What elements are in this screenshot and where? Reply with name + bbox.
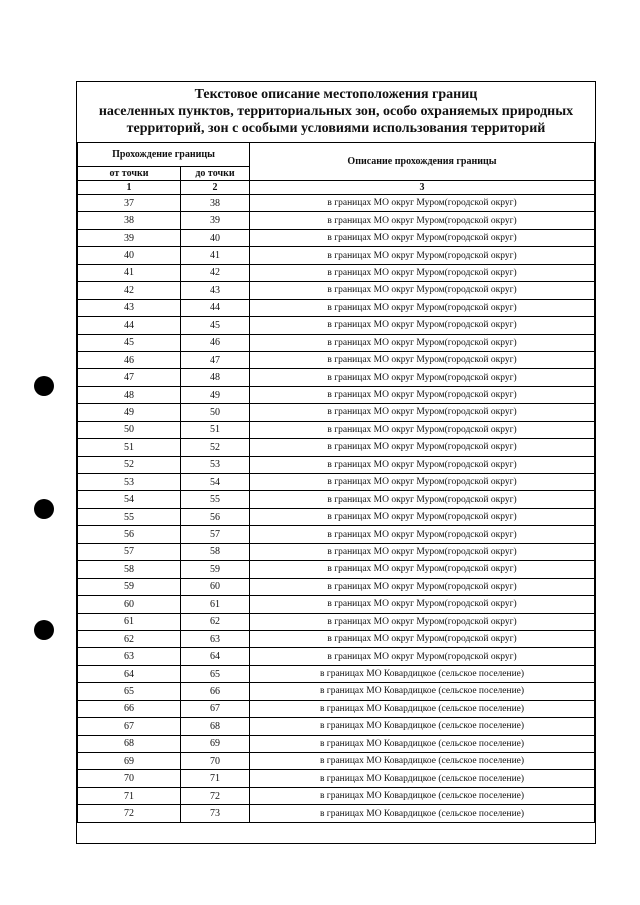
table-row — [78, 421, 595, 438]
from-point-cell: 38 — [78, 212, 181, 229]
description-cell: в границах МО округ Муром(городской округ) — [250, 264, 595, 281]
from-point-cell: 57 — [78, 543, 181, 560]
table-row — [78, 299, 595, 316]
table-row — [78, 718, 595, 735]
to-point-cell: 45 — [181, 317, 250, 334]
from-point-cell: 59 — [78, 578, 181, 595]
table-row — [78, 334, 595, 351]
binder-hole-middle — [34, 499, 54, 519]
to-point-cell: 69 — [181, 735, 250, 752]
description-cell: в границах МО округ Муром(городской округ) — [250, 421, 595, 438]
to-point-cell: 66 — [181, 683, 250, 700]
from-point-cell: 67 — [78, 718, 181, 735]
description-cell: в границах МО округ Муром(городской округ) — [250, 543, 595, 560]
to-point-cell: 39 — [181, 212, 250, 229]
description-cell: в границах МО округ Муром(городской округ) — [250, 578, 595, 595]
description-cell: в границах МО округ Муром(городской округ) — [250, 317, 595, 334]
description-cell: в границах МО округ Муром(городской округ) — [250, 648, 595, 665]
from-point-cell: 64 — [78, 665, 181, 682]
from-point-cell: 37 — [78, 195, 181, 212]
description-cell: в границах МО округ Муром(городской округ) — [250, 386, 595, 403]
table-row — [78, 317, 595, 334]
table-row — [78, 456, 595, 473]
header-col-number-3: 3 — [250, 181, 595, 195]
to-point-cell: 70 — [181, 753, 250, 770]
table-row — [78, 351, 595, 368]
table-row — [78, 578, 595, 595]
table-row — [78, 787, 595, 804]
from-point-cell: 46 — [78, 351, 181, 368]
header-to-point: до точки — [181, 167, 250, 181]
to-point-cell: 52 — [181, 439, 250, 456]
description-cell: в границах МО округ Муром(городской округ) — [250, 596, 595, 613]
description-cell: в границах МО Ковардицкое (сельское поселение) — [250, 753, 595, 770]
to-point-cell: 68 — [181, 718, 250, 735]
table-row — [78, 648, 595, 665]
to-point-cell: 61 — [181, 596, 250, 613]
to-point-cell: 41 — [181, 247, 250, 264]
to-point-cell: 73 — [181, 805, 250, 822]
description-cell: в границах МО Ковардицкое (сельское поселение) — [250, 683, 595, 700]
from-point-cell: 42 — [78, 282, 181, 299]
table-row — [78, 665, 595, 682]
table-row — [78, 735, 595, 752]
to-point-cell: 38 — [181, 195, 250, 212]
to-point-cell: 40 — [181, 229, 250, 246]
table-row — [78, 282, 595, 299]
title-line-1: Текстовое описание местоположения границ — [194, 87, 478, 102]
to-point-cell: 57 — [181, 526, 250, 543]
to-point-cell: 56 — [181, 508, 250, 525]
from-point-cell: 55 — [78, 508, 181, 525]
to-point-cell: 55 — [181, 491, 250, 508]
description-cell: в границах МО Ковардицкое (сельское поселение) — [250, 805, 595, 822]
to-point-cell: 44 — [181, 299, 250, 316]
table-row — [78, 561, 595, 578]
description-cell: в границах МО Ковардицкое (сельское поселение) — [250, 718, 595, 735]
table-row — [78, 229, 595, 246]
description-cell: в границах МО Ковардицкое (сельское поселение) — [250, 735, 595, 752]
description-cell: в границах МО округ Муром(городской округ) — [250, 369, 595, 386]
to-point-cell: 62 — [181, 613, 250, 630]
description-cell: в границах МО округ Муром(городской округ) — [250, 334, 595, 351]
from-point-cell: 62 — [78, 630, 181, 647]
to-point-cell: 48 — [181, 369, 250, 386]
to-point-cell: 51 — [181, 421, 250, 438]
from-point-cell: 49 — [78, 404, 181, 421]
from-point-cell: 69 — [78, 753, 181, 770]
from-point-cell: 65 — [78, 683, 181, 700]
description-cell: в границах МО округ Муром(городской округ) — [250, 474, 595, 491]
description-cell: в границах МО округ Муром(городской округ) — [250, 247, 595, 264]
table-row — [78, 508, 595, 525]
to-point-cell: 43 — [181, 282, 250, 299]
header-col-number-1: 1 — [78, 181, 181, 195]
from-point-cell: 63 — [78, 648, 181, 665]
to-point-cell: 72 — [181, 787, 250, 804]
header-boundary-passage: Прохождение границы — [78, 143, 250, 167]
description-cell: в границах МО Ковардицкое (сельское поселение) — [250, 770, 595, 787]
description-cell: в границах МО Ковардицкое (сельское поселение) — [250, 787, 595, 804]
document-frame — [76, 81, 596, 844]
description-cell: в границах МО округ Муром(городской округ) — [250, 491, 595, 508]
boundary-table — [77, 142, 595, 823]
from-point-cell: 39 — [78, 229, 181, 246]
to-point-cell: 53 — [181, 456, 250, 473]
from-point-cell: 44 — [78, 317, 181, 334]
from-point-cell: 56 — [78, 526, 181, 543]
table-row — [78, 474, 595, 491]
description-cell: в границах МО округ Муром(городской округ) — [250, 613, 595, 630]
document-title — [77, 86, 595, 137]
to-point-cell: 71 — [181, 770, 250, 787]
to-point-cell: 65 — [181, 665, 250, 682]
header-col-number-2: 2 — [181, 181, 250, 195]
description-cell: в границах МО округ Муром(городской округ) — [250, 299, 595, 316]
to-point-cell: 49 — [181, 386, 250, 403]
from-point-cell: 51 — [78, 439, 181, 456]
to-point-cell: 59 — [181, 561, 250, 578]
to-point-cell: 64 — [181, 648, 250, 665]
from-point-cell: 60 — [78, 596, 181, 613]
header-from-point: от точки — [78, 167, 181, 181]
from-point-cell: 71 — [78, 787, 181, 804]
from-point-cell: 54 — [78, 491, 181, 508]
table-row — [78, 630, 595, 647]
table-row — [78, 770, 595, 787]
from-point-cell: 48 — [78, 386, 181, 403]
from-point-cell: 50 — [78, 421, 181, 438]
to-point-cell: 42 — [181, 264, 250, 281]
binder-hole-top — [34, 376, 54, 396]
table-row — [78, 195, 595, 212]
to-point-cell: 60 — [181, 578, 250, 595]
to-point-cell: 63 — [181, 630, 250, 647]
from-point-cell: 68 — [78, 735, 181, 752]
table-row — [78, 369, 595, 386]
description-cell: в границах МО округ Муром(городской округ) — [250, 526, 595, 543]
from-point-cell: 58 — [78, 561, 181, 578]
to-point-cell: 46 — [181, 334, 250, 351]
binder-hole-bottom — [34, 620, 54, 640]
to-point-cell: 47 — [181, 351, 250, 368]
table-body — [78, 195, 595, 823]
from-point-cell: 66 — [78, 700, 181, 717]
description-cell: в границах МО округ Муром(городской округ) — [250, 212, 595, 229]
table-row — [78, 683, 595, 700]
from-point-cell: 41 — [78, 264, 181, 281]
table-row — [78, 613, 595, 630]
description-cell: в границах МО округ Муром(городской округ) — [250, 561, 595, 578]
description-cell: в границах МО округ Муром(городской округ) — [250, 282, 595, 299]
description-cell: в границах МО округ Муром(городской округ) — [250, 630, 595, 647]
description-cell: в границах МО округ Муром(городской округ) — [250, 508, 595, 525]
table-row — [78, 805, 595, 822]
title-line-3: территорий, зон с особыми условиями использования территорий — [126, 121, 546, 136]
description-cell: в границах МО округ Муром(городской округ) — [250, 439, 595, 456]
table-row — [78, 753, 595, 770]
to-point-cell: 54 — [181, 474, 250, 491]
from-point-cell: 43 — [78, 299, 181, 316]
table-row — [78, 404, 595, 421]
table-row — [78, 543, 595, 560]
table-row — [78, 439, 595, 456]
table-row — [78, 700, 595, 717]
description-cell: в границах МО округ Муром(городской округ) — [250, 229, 595, 246]
table-row — [78, 247, 595, 264]
from-point-cell: 52 — [78, 456, 181, 473]
from-point-cell: 45 — [78, 334, 181, 351]
to-point-cell: 58 — [181, 543, 250, 560]
from-point-cell: 61 — [78, 613, 181, 630]
description-cell: в границах МО округ Муром(городской округ) — [250, 456, 595, 473]
to-point-cell: 50 — [181, 404, 250, 421]
from-point-cell: 53 — [78, 474, 181, 491]
header-description: Описание прохождения границы — [250, 143, 595, 181]
table-row — [78, 264, 595, 281]
table-row — [78, 526, 595, 543]
title-line-2: населенных пунктов, территориальных зон, особо охраняемых природных — [98, 104, 574, 119]
to-point-cell: 67 — [181, 700, 250, 717]
table-row — [78, 596, 595, 613]
description-cell: в границах МО округ Муром(городской округ) — [250, 351, 595, 368]
from-point-cell: 40 — [78, 247, 181, 264]
table-row — [78, 386, 595, 403]
table-row — [78, 212, 595, 229]
description-cell: в границах МО округ Муром(городской округ) — [250, 404, 595, 421]
from-point-cell: 70 — [78, 770, 181, 787]
from-point-cell: 72 — [78, 805, 181, 822]
from-point-cell: 47 — [78, 369, 181, 386]
table-row — [78, 491, 595, 508]
description-cell: в границах МО округ Муром(городской округ) — [250, 195, 595, 212]
description-cell: в границах МО Ковардицкое (сельское поселение) — [250, 700, 595, 717]
description-cell: в границах МО Ковардицкое (сельское поселение) — [250, 665, 595, 682]
